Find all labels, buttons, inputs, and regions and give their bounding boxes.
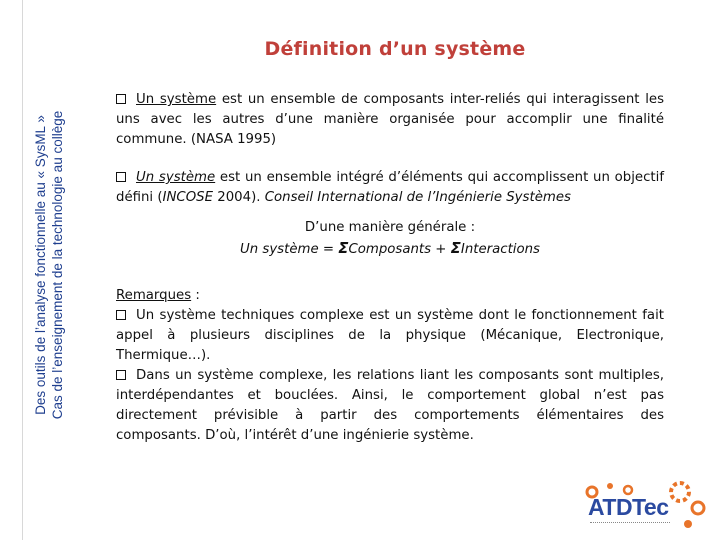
remark-item-1 [116, 306, 664, 366]
definition-incose-text-2: 2004). [213, 190, 265, 205]
formula-lhs: Un système = [240, 242, 339, 257]
definition-nasa [116, 90, 664, 150]
term-systeme-2: Un système [136, 170, 216, 185]
conseil-name: Conseil International de l’Ingénierie Systèmes [264, 190, 571, 205]
sidebar [22, 0, 75, 540]
term-systeme-1: Un système [136, 92, 217, 107]
definition-nasa-text: est un ensemble de composants inter-reliés qui interagissent les uns avec les autres d’une manière organisée pour accomplir une finalité commune. (NASA 1995) [116, 92, 665, 147]
page-title: Définition d’un système [264, 38, 526, 60]
formula-part-2: Interactions [460, 242, 540, 257]
sidebar-line-2: Cas de l’enseignement de la technologie au collège [50, 110, 65, 420]
remarks-heading-line [116, 286, 664, 306]
definition-incose [116, 168, 664, 208]
remark-item-2 [116, 366, 664, 446]
formula-part-1: Composants + [348, 242, 451, 257]
checkbox-bullet-icon [116, 94, 126, 104]
checkbox-bullet-icon [116, 310, 126, 320]
definition-incose-text-1: est un ensemble intégré d’éléments qui accomplissent un objectif défini ( [116, 170, 664, 205]
sigma-symbol: Σ [338, 239, 349, 257]
logo-wordmark: ATDTec [588, 494, 669, 520]
sidebar-line-1: Des outils de l’analyse fonctionnelle au « SysML » [33, 115, 48, 415]
remark-item-2-text: Dans un système complexe, les relations liant les composants sont multiples, interdépendantes et bouclées. Ainsi, le comportement global n’est pas directement prévisible à partir des comportements élémentaires des composants. D’où, l’intérêt d’une ingénierie système. [116, 368, 664, 443]
remarks-heading: Remarques [116, 288, 192, 303]
remarks-section [116, 286, 664, 446]
sigma-symbol: Σ [450, 239, 461, 257]
sidebar-caption [23, 0, 75, 540]
slide-content [116, 90, 664, 446]
incose-acronym: INCOSE [162, 190, 214, 205]
remarks-colon: : [191, 288, 200, 303]
atdtec-logo [570, 478, 720, 540]
checkbox-bullet-icon [116, 172, 126, 182]
logo-underline [590, 522, 670, 526]
checkbox-bullet-icon [116, 370, 126, 380]
general-intro: D’une manière générale : [304, 220, 476, 235]
system-formula [116, 238, 664, 260]
remark-item-1-text: Un système techniques complexe est un système dont le fonctionnement fait appel à plusieurs disciplines de la physique (Mécanique, Electronique, Thermique…). [116, 308, 664, 363]
